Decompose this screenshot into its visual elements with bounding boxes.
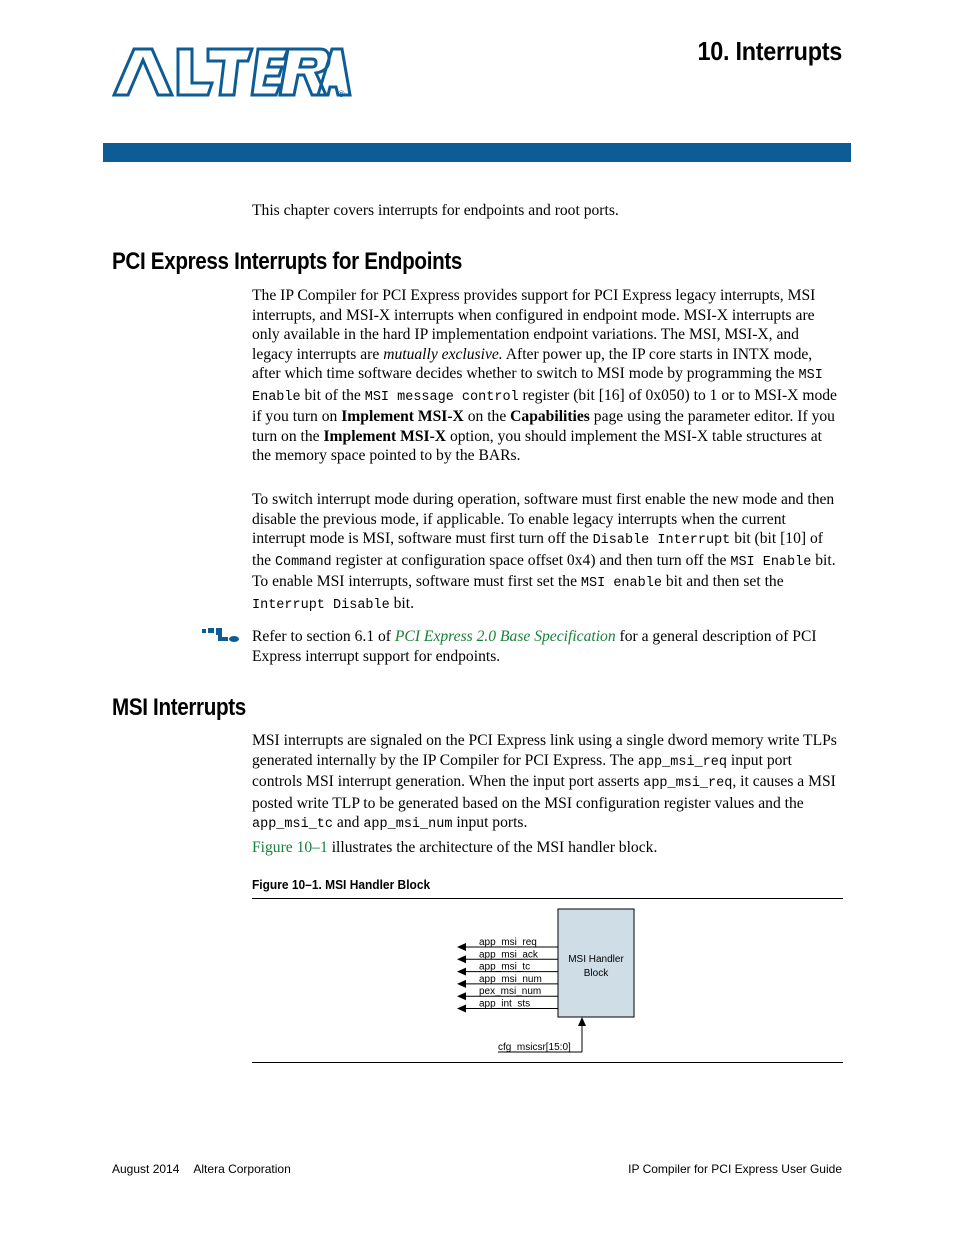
paragraph-msi-signaling xyxy=(252,731,842,835)
signal-arrow xyxy=(457,968,466,976)
signal-label: pex_msi_num xyxy=(479,986,542,998)
code-app-msi-num: app_msi_num xyxy=(363,817,453,832)
figure-bottom-rule xyxy=(252,1062,843,1063)
code-disable-interrupt: Disable Interrupt xyxy=(592,533,731,548)
code-msi-enable: MSI Enable xyxy=(730,554,812,570)
code-app-msi-req: app_msi_req xyxy=(643,776,733,791)
text: bit of the xyxy=(300,386,365,404)
text: bit (bit [10] of the xyxy=(252,530,823,569)
text: register at configuration space offset 0x4) and then turn off the xyxy=(331,551,731,569)
paragraph-switch-mode xyxy=(252,490,842,615)
code-interrupt-disable: Interrupt Disable xyxy=(252,597,390,613)
text: illustrates the architecture of the MSI handler block. xyxy=(327,839,658,856)
code-app-msi-req: app_msi_req xyxy=(637,754,727,770)
text: page using the parameter editor. If you turn on the xyxy=(252,408,835,445)
bold-implement-msix: Implement MSI-X xyxy=(341,408,464,425)
chapter-title: 10. Interrupts xyxy=(697,36,842,66)
code-msi-enable: MSI Enable xyxy=(252,368,823,405)
text: , it causes a MSI posted write TLP to be generated based on the MSI configuration register values and the xyxy=(252,773,836,812)
signal-label: app_msi_req xyxy=(479,937,537,948)
signal-arrow xyxy=(457,980,466,988)
code-command: Command xyxy=(274,554,332,570)
text: option, you should implement the MSI-X table structures at the memory space pointed to by the BARs. xyxy=(252,427,822,464)
text: Refer to section 6.1 of xyxy=(252,628,395,645)
registered-mark: ® xyxy=(338,89,345,99)
footer-left xyxy=(112,1162,291,1176)
text: input ports. xyxy=(452,814,528,831)
signal-label: app_int_sts xyxy=(479,998,531,1010)
signal-arrow xyxy=(457,992,466,1000)
paragraph-figure-ref xyxy=(252,838,842,858)
text: MSI interrupts are signaled on the PCI Express link using a single dword memory write TLPs generated internally by the IP Compiler for PCI Express. The xyxy=(252,732,837,769)
footer-doc-title: IP Compiler for PCI Express User Guide xyxy=(628,1162,842,1176)
text: The IP Compiler for PCI Express provides support for PCI Express legacy interrupts, MSI interrupts, and MSI-X interrupts when configured in endpoint mode. MSI-X interrupts are only available in the hard IP implementation endpoint variations. The MSI, MSI-X, and legacy interrupts are xyxy=(252,287,816,363)
figure-link[interactable]: Figure 10–1 xyxy=(252,839,328,856)
text: on the xyxy=(463,408,511,425)
code-app-msi-tc: app_msi_tc xyxy=(252,817,334,832)
text: and xyxy=(333,814,364,831)
text: for a general description of PCI Express interrupt support for endpoints. xyxy=(252,628,817,665)
block-label-line1: MSI Handler xyxy=(568,954,624,965)
spec-link[interactable]: PCI Express 2.0 Base Specification xyxy=(394,628,616,645)
text: bit. To enable MSI interrupts, software must first set the xyxy=(252,551,836,590)
note-icon xyxy=(200,625,240,645)
bold-capabilities: Capabilities xyxy=(510,408,590,425)
text: After power up, the IP core starts in INTX mode, after which time software decides whether to switch to MSI mode by programming the xyxy=(252,345,813,382)
emphasis: mutually exclusive. xyxy=(383,345,503,363)
section-heading-msi-interrupts: MSI Interrupts xyxy=(112,694,246,721)
signal-group xyxy=(457,937,558,1013)
figure-top-rule xyxy=(252,898,843,899)
text: register (bit [16] of 0x050) to 1 or to MSI-X mode if you turn on xyxy=(252,386,837,425)
block-label-line2: Block xyxy=(583,968,609,979)
msi-handler-diagram xyxy=(440,900,660,1060)
cfg-msicsr-label: cfg_msicsr[15:0] xyxy=(498,1042,571,1053)
note-paragraph xyxy=(252,627,842,666)
bold-implement-msix: Implement MSI-X xyxy=(323,427,447,445)
text: To switch interrupt mode during operation, software must first enable the new mode and then disable the previous mode, if applicable. To enable legacy interrupts when the current interrupt mode is MSI, software must first turn off the xyxy=(252,491,835,547)
signal-arrow xyxy=(457,943,466,951)
code-msi-message-control: MSI message control xyxy=(364,389,519,405)
header-bar xyxy=(103,143,851,162)
intro-paragraph: This chapter covers interrupts for endpoints and root ports. xyxy=(252,202,619,219)
signal-arrow xyxy=(457,955,466,963)
figure-caption: Figure 10–1. MSI Handler Block xyxy=(252,877,431,892)
footer-company: Altera Corporation xyxy=(193,1162,291,1176)
code-msi-enable-lower: MSI enable xyxy=(580,576,662,591)
signal-arrow xyxy=(457,1005,466,1013)
text: bit and then set the xyxy=(661,573,784,590)
altera-logo xyxy=(112,45,352,99)
paragraph-interrupt-support xyxy=(252,286,842,466)
footer-date: August 2014 xyxy=(112,1162,180,1176)
signal-label: app_msi_num xyxy=(479,973,542,985)
text: input port controls MSI interrupt generation. When the input port asserts xyxy=(252,751,792,790)
text: bit. xyxy=(389,594,414,612)
section-heading-pcie-interrupts: PCI Express Interrupts for Endpoints xyxy=(112,248,463,275)
signal-label: app_msi_tc xyxy=(479,961,531,973)
signal-label: app_msi_ack xyxy=(479,949,538,961)
cfg-msicsr-arrow xyxy=(578,1017,586,1026)
